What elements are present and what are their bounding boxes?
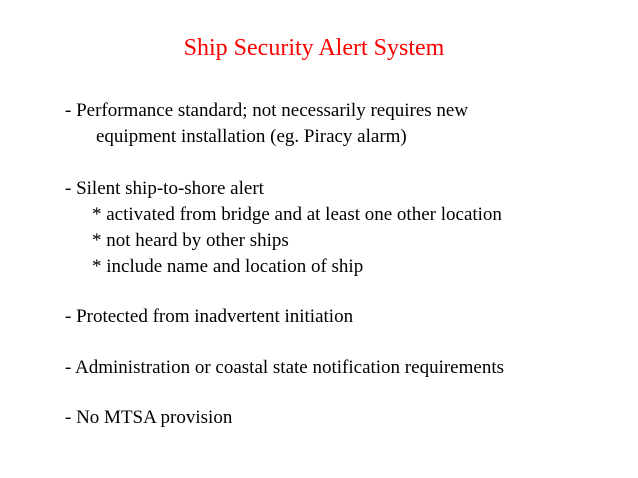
bullet-administration: - Administration or coastal state notification requirements bbox=[65, 357, 504, 378]
bullet-protected: - Protected from inadvertent initiation bbox=[65, 306, 354, 327]
sub-bullet-include-name: * include name and location of ship bbox=[92, 256, 364, 277]
bullet-silent-alert: - Silent ship-to-shore alert bbox=[65, 178, 264, 199]
bullet-no-mtsa: - No MTSA provision bbox=[65, 407, 233, 428]
slide-title: Ship Security Alert System bbox=[183, 35, 445, 61]
bullet-performance-standard-continued: equipment installation (eg. Piracy alarm) bbox=[96, 126, 407, 147]
bullet-performance-standard: - Performance standard; not necessarily requires new bbox=[65, 100, 469, 121]
sub-bullet-activated-from-bridge: * activated from bridge and at least one other location bbox=[92, 204, 502, 225]
sub-bullet-not-heard: * not heard by other ships bbox=[92, 230, 289, 251]
